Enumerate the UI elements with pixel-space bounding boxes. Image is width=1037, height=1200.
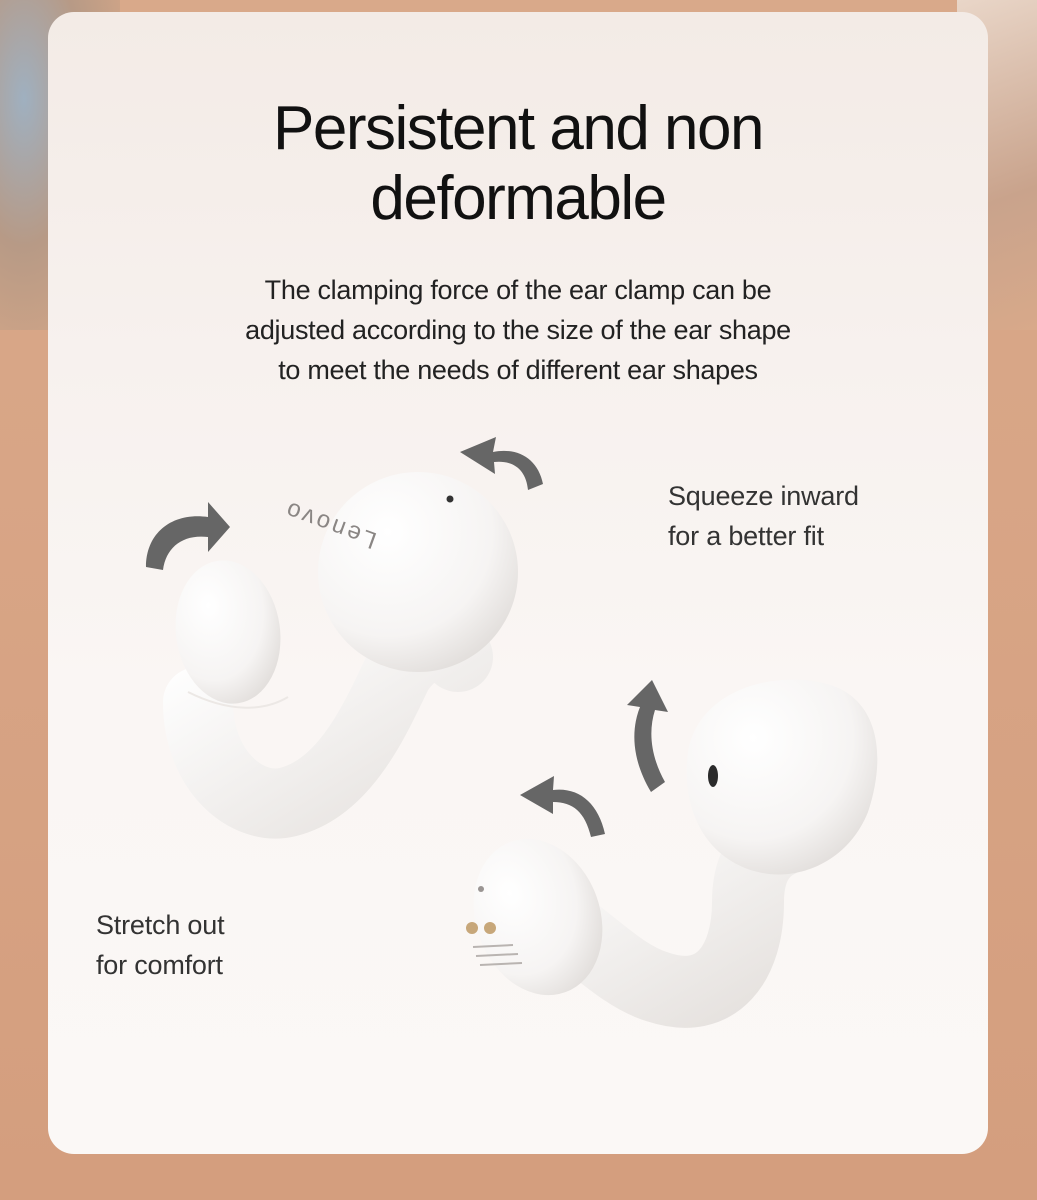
brand-logo: Lenovo [279,495,381,554]
description-line-2: adjusted according to the size of the ear shape [245,315,791,345]
callout-squeeze-line-1: Squeeze inward [668,481,859,511]
title-line-1: Persistent and non [272,94,763,163]
callout-squeeze-line-2: for a better fit [668,521,824,551]
curved-arrow-icon [460,437,543,490]
curved-arrow-icon [520,776,605,837]
description-line-3: to meet the needs of different ear shapes [278,355,758,385]
callout-stretch [96,905,224,985]
curved-arrow-icon [146,502,230,570]
content-card [48,12,988,1154]
callout-stretch-line-1: Stretch out [96,910,225,940]
description-line-1: The clamping force of the ear clamp can be [264,275,772,305]
charging-contact-icon [466,922,478,934]
callout-squeeze [668,476,859,556]
charging-contact-icon [484,922,496,934]
earbud-lower [452,680,877,1014]
callout-stretch-line-2: for comfort [96,950,223,980]
title-line-2: deformable [370,164,666,233]
curved-arrow-icon [627,680,668,792]
